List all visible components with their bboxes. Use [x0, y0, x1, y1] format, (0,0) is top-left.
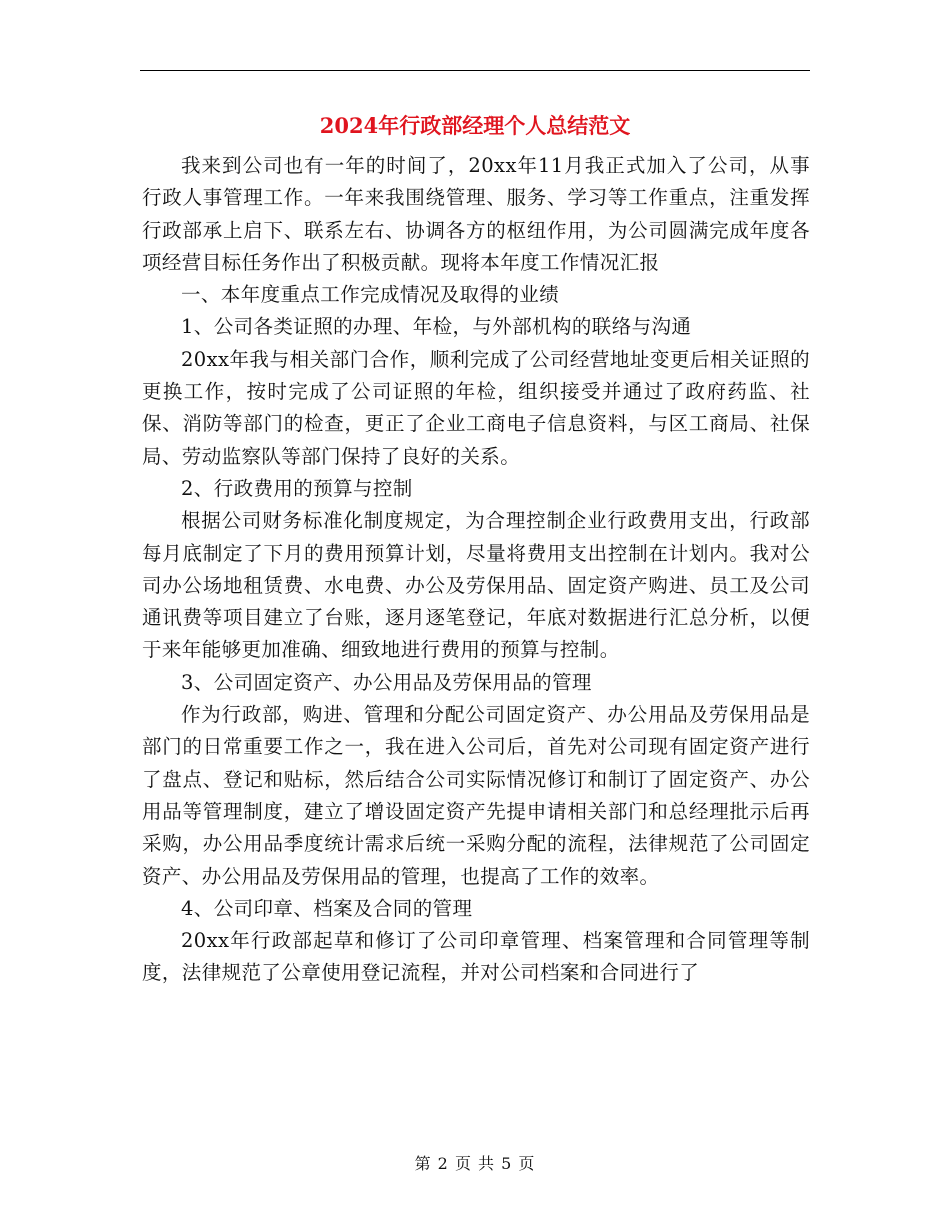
- subsection-heading: 2、行政费用的预算与控制: [181, 476, 413, 500]
- paragraph: 20xx年我与相关部门合作，顺利完成了公司经营地址变更后相关证照的更换工作，按时完成了公司证照的年检，组织接受并通过了政府药监、社保、消防等部门的检查，更正了企业工商电子信息资料，与区工商局、社保局、劳动监察队等部门保持了良好的关系。: [142, 347, 810, 468]
- subsection-heading: 1、公司各类证照的办理、年检，与外部机构的联络与沟通: [181, 315, 692, 339]
- header-rule: [140, 70, 810, 71]
- paragraph: 20xx年行政部起草和修订了公司印章管理、档案管理和合同管理等制度，法律规范了公章使用登记流程，并对公司档案和合同进行了: [142, 929, 810, 985]
- subsection-heading: 4、公司印章、档案及合同的管理: [181, 896, 473, 920]
- subsection-heading: 3、公司固定资产、办公用品及劳保用品的管理: [181, 670, 592, 694]
- paragraph: 作为行政部，购进、管理和分配公司固定资产、办公用品及劳保用品是部门的日常重要工作之一，我在进入公司后，首先对公司现有固定资产进行了盘点、登记和贴标，然后结合公司实际情况修订和制订了固定资产、办公用品等管理制度，建立了增设固定资产先提申请相关部门和总经理批示后再采购，办公用品季度统计需求后统一采购分配的流程，法律规范了公司固定资产、办公用品及劳保用品的管理，也提高了工作的效率。: [142, 703, 810, 888]
- document-title: 2024年行政部经理个人总结范文: [319, 113, 631, 138]
- paragraph: 根据公司财务标准化制度规定，为合理控制企业行政费用支出，行政部每月底制定了下月的费用预算计划，尽量将费用支出控制在计划内。我对公司办公场地租赁费、水电费、办公及劳保用品、固定资产购进、员工及公司通讯费等项目建立了台账，逐月逐笔登记，年底对数据进行汇总分析，以便于来年能够更加准确、细致地进行费用的预算与控制。: [142, 509, 810, 662]
- section-heading: 一、本年度重点工作完成情况及取得的业绩: [181, 283, 560, 307]
- document-body: [142, 150, 810, 990]
- paragraph: 我来到公司也有一年的时间了，20xx年11月我正式加入了公司，从事行政人事管理工作。一年来我围绕管理、服务、学习等工作重点，注重发挥行政部承上启下、联系左右、协调各方的枢纽作用，为公司圆满完成年度各项经营目标任务作出了积极贡献。现将本年度工作情况汇报: [142, 154, 810, 274]
- page-number: 第 2 页 共 5 页: [414, 1154, 536, 1173]
